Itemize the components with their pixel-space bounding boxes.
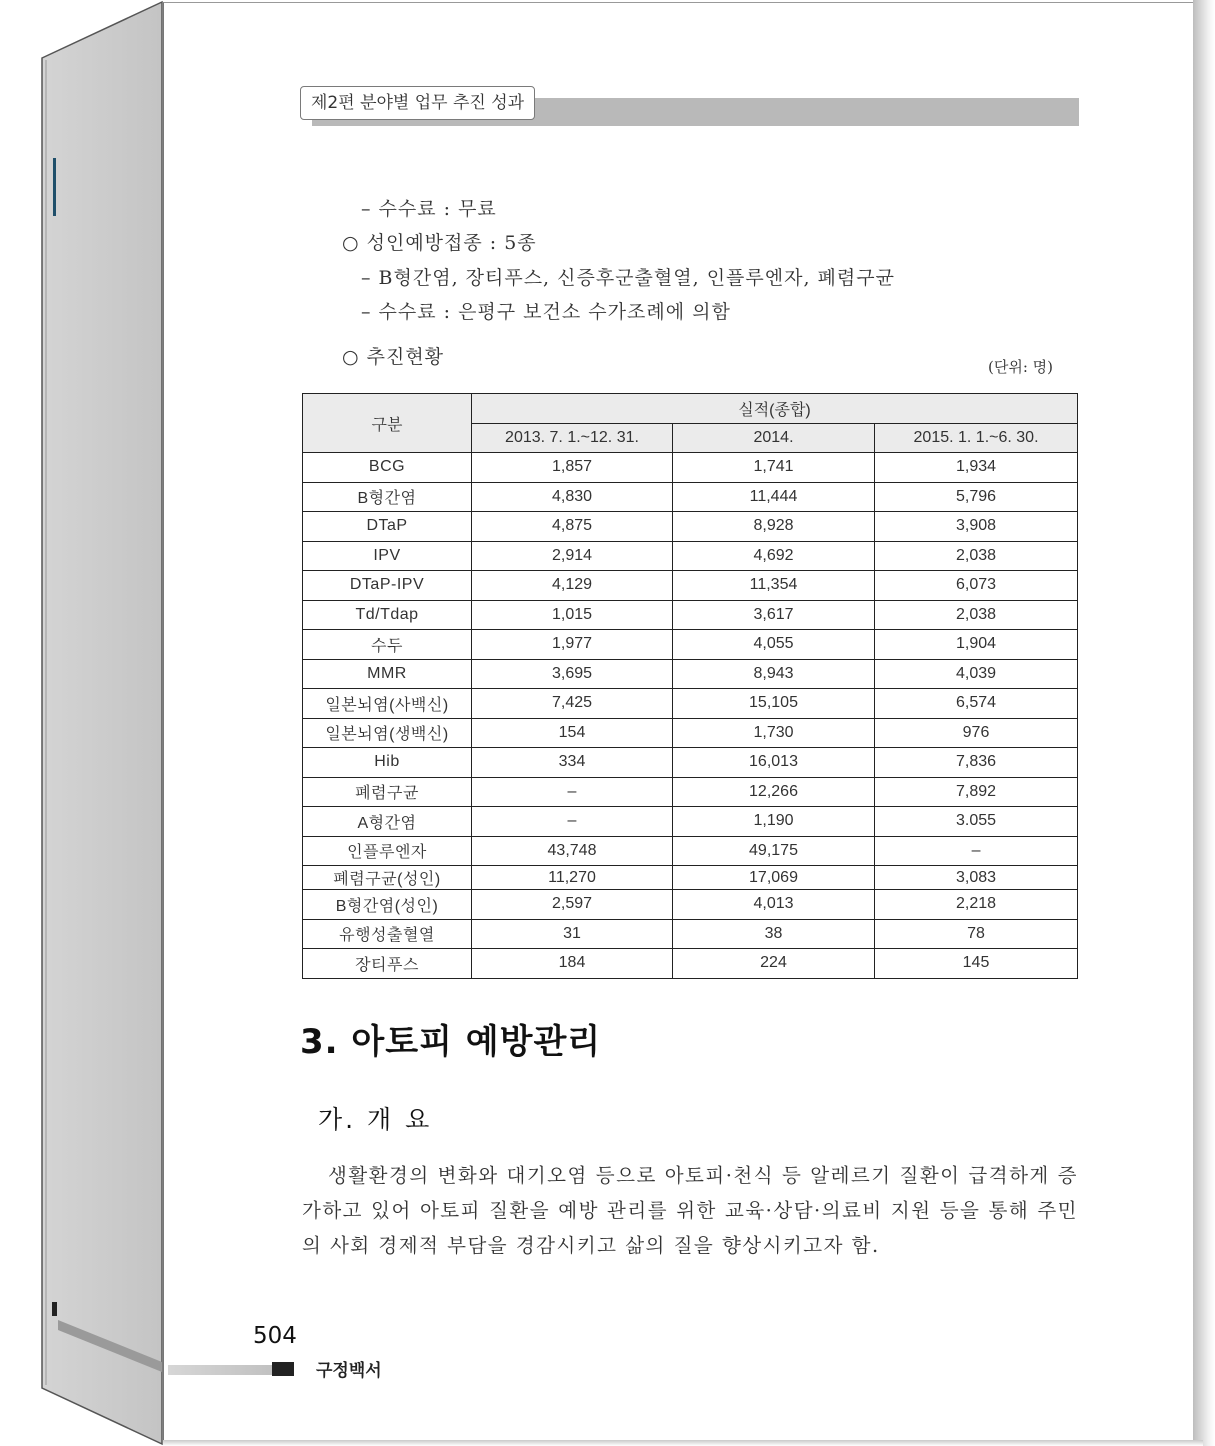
row-label: MMR [303,659,472,689]
table-cell: 1,730 [673,718,875,748]
book-title: 구정백서 [316,1361,382,1381]
row-label: B형간염(성인) [303,890,472,920]
table-row [303,689,1078,719]
table-cell: 16,013 [673,748,875,778]
table-cell: 7,425 [472,689,673,719]
table-cell: – [875,836,1078,866]
table-cell: 8,928 [673,512,875,542]
row-label: DTaP [303,512,472,542]
table-cell: 43,748 [472,836,673,866]
table-cell: 2,038 [875,541,1078,571]
period-header: 2015. 1. 1.~6. 30. [875,423,1078,453]
table-row [303,866,1078,890]
table-row [303,836,1078,866]
table-row [303,777,1078,807]
table-cell: 4,875 [472,512,673,542]
table-cell: 184 [472,949,673,979]
table-cell: 17,069 [673,866,875,890]
section-title: 3. 아토피 예방관리 [300,1022,602,1062]
table-row [303,482,1078,512]
period-header: 2014. [673,423,875,453]
overview-text: 생활환경의 변화와 대기오염 등으로 아토피·천식 등 알레르기 질환이 급격하게 증가하고 있어 아토피 질환을 예방 관리를 위한 교육·상담·의료비 지원 등을 통해 주민의 사회 경제적 부담을 경감시키고 삶의 질을 향상시키고자 함. [302,1164,1078,1257]
table-cell: 38 [673,919,875,949]
table-cell: 49,175 [673,836,875,866]
table-row [303,718,1078,748]
page-number: 504 [253,1323,297,1349]
table-cell: 3,617 [673,600,875,630]
table-cell: 11,270 [472,866,673,890]
table-cell: 1,934 [875,453,1078,483]
table-cell: 1,015 [472,600,673,630]
row-label: 장티푸스 [303,949,472,979]
table-row [303,453,1078,483]
table-cell: 4,830 [472,482,673,512]
status-bullet: ○ 추진현황 [342,346,445,368]
table-row [303,949,1078,979]
table-cell: 4,055 [673,630,875,660]
performance-header: 실적(종합) [472,394,1078,424]
row-label: A형간염 [303,807,472,837]
table-cell: 15,105 [673,689,875,719]
table-row [303,919,1078,949]
table-cell: 1,977 [472,630,673,660]
table-cell: 11,354 [673,571,875,601]
vaccination-table [302,393,1078,979]
table-cell: 3,695 [472,659,673,689]
table-row [303,541,1078,571]
row-label: 일본뇌염(사백신) [303,689,472,719]
table-cell: 145 [875,949,1078,979]
table-cell: 1,190 [673,807,875,837]
fee-line: – 수수료 : 무료 [361,198,497,220]
table-cell: – [472,807,673,837]
footer-marker [272,1362,294,1376]
row-label: 일본뇌염(생백신) [303,718,472,748]
book-spine [40,0,164,1446]
overview-paragraph [302,1158,1078,1263]
table-cell: – [472,777,673,807]
table-cell: 4,692 [673,541,875,571]
table-cell: 4,129 [472,571,673,601]
table-cell: 334 [472,748,673,778]
table-cell: 7,836 [875,748,1078,778]
row-label: B형간염 [303,482,472,512]
adult-vaccination-bullet: ○ 성인예방접종 : 5종 [342,232,537,254]
row-label: 폐렴구균 [303,777,472,807]
table-cell: 4,013 [673,890,875,920]
table-row [303,600,1078,630]
row-label: Td/Tdap [303,600,472,630]
adult-vaccine-list: – B형간염, 장티푸스, 신증후군출혈열, 인플루엔자, 폐렴구균 [361,267,895,289]
table-cell: 1,904 [875,630,1078,660]
row-label: DTaP-IPV [303,571,472,601]
table-cell: 11,444 [673,482,875,512]
table-row [303,571,1078,601]
table-cell: 2,597 [472,890,673,920]
table-cell: 5,796 [875,482,1078,512]
table-row [303,630,1078,660]
table-cell: 12,266 [673,777,875,807]
table-cell: 7,892 [875,777,1078,807]
table-row [303,512,1078,542]
table-cell: 31 [472,919,673,949]
table-cell: 1,857 [472,453,673,483]
row-label: 폐렴구균(성인) [303,866,472,890]
table-row [303,890,1078,920]
table-cell: 2,038 [875,600,1078,630]
page-bottom-edge [163,1440,1203,1446]
period-header: 2013. 7. 1.~12. 31. [472,423,673,453]
table-row [303,748,1078,778]
table-body [303,453,1078,979]
table-cell: 78 [875,919,1078,949]
sub-title: 가. 개 요 [318,1105,433,1134]
table-row [303,659,1078,689]
table-cell: 2,914 [472,541,673,571]
table-cell: 2,218 [875,890,1078,920]
adult-fee-line: – 수수료 : 은평구 보건소 수가조례에 의함 [361,301,731,323]
row-label: 유행성출혈열 [303,919,472,949]
table-row [303,807,1078,837]
row-label: BCG [303,453,472,483]
table-cell: 3.055 [875,807,1078,837]
table-cell: 8,943 [673,659,875,689]
table-cell: 976 [875,718,1078,748]
table-cell: 224 [673,949,875,979]
table-cell: 1,741 [673,453,875,483]
row-label: 인플루엔자 [303,836,472,866]
table-cell: 3,908 [875,512,1078,542]
chapter-header: 제2편 분야별 업무 추진 성과 [300,86,535,120]
table-cell: 6,073 [875,571,1078,601]
category-header: 구분 [303,394,472,453]
row-label: IPV [303,541,472,571]
row-label: 수두 [303,630,472,660]
page-shadow [1193,0,1215,1446]
table-cell: 3,083 [875,866,1078,890]
table-cell: 6,574 [875,689,1078,719]
table-cell: 154 [472,718,673,748]
table-cell: 4,039 [875,659,1078,689]
unit-label: (단위: 명) [988,358,1053,376]
row-label: Hib [303,748,472,778]
